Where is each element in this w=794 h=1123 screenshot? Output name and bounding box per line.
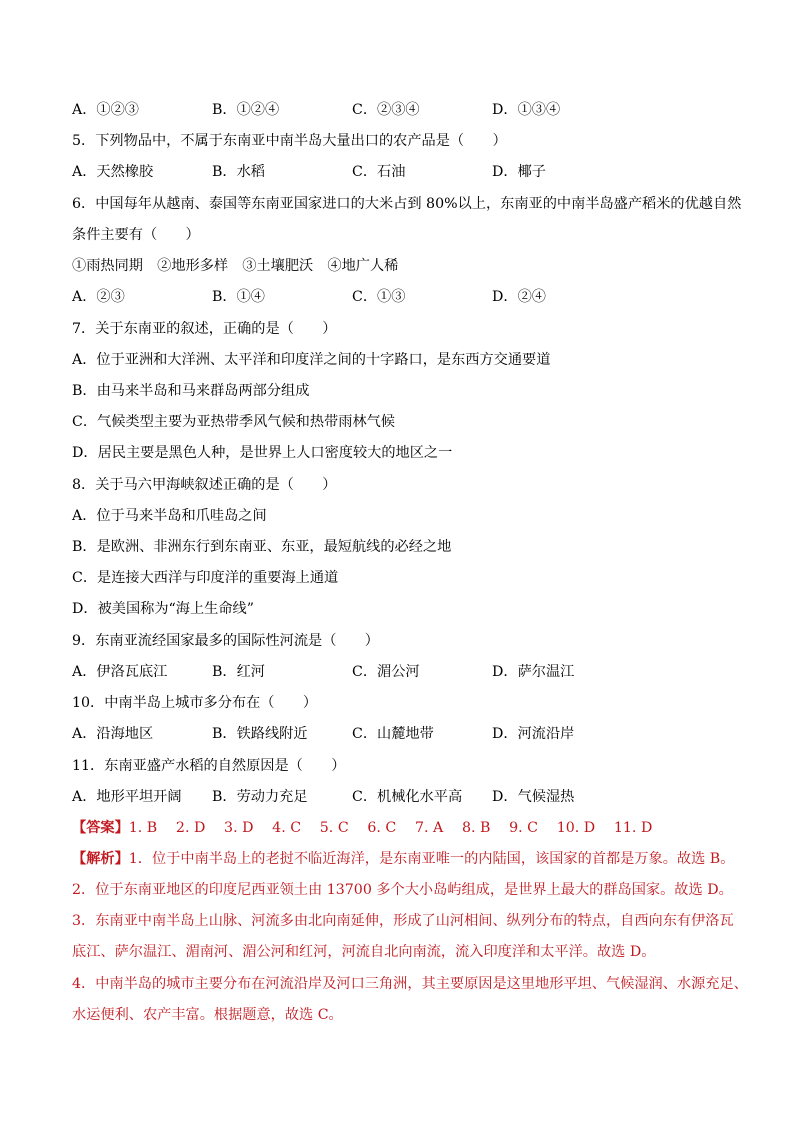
q8-option-d: D．被美国称为“海上生命线” bbox=[72, 601, 254, 617]
q7-stem: 7．关于东南亚的叙述，正确的是（ ） bbox=[72, 321, 337, 337]
q11-stem: 11．东南亚盛产水稻的自然原因是（ ） bbox=[72, 758, 346, 774]
q5-stem: 5．下列物品中，不属于东南亚中南半岛大量出口的农产品是（ ） bbox=[72, 133, 507, 149]
q4-option-b: B．①②④ bbox=[212, 102, 280, 118]
q11-option-d: D．气候湿热 bbox=[492, 789, 575, 805]
q5-option-a: A．天然橡胶 bbox=[72, 164, 154, 180]
q11-option-c: C．机械化水平高 bbox=[352, 789, 463, 805]
q10-option-b: B．铁路线附近 bbox=[212, 726, 308, 742]
analysis-text-1: 1．位于中南半岛上的老挝不临近海洋，是东南亚唯一的内陆国，该国家的首都是万象。故选 B。 bbox=[128, 851, 735, 867]
analysis-line-5: 4．中南半岛的城市主要分布在河流沿岸及河口三角洲，其主要原因是这里地形平坦、气候湿润、水源充足、 bbox=[72, 976, 748, 992]
q10-option-a: A．沿海地区 bbox=[72, 726, 154, 742]
q6-stem-line2: 条件主要有（ ） bbox=[72, 227, 200, 243]
q7-option-d: D．居民主要是黑色人种，是世界上人口密度较大的地区之一 bbox=[72, 445, 453, 461]
q6-option-c: C．①③ bbox=[352, 289, 406, 305]
q6-option-d: D．②④ bbox=[492, 289, 546, 305]
q5-option-d: D．椰子 bbox=[492, 164, 546, 180]
q9-stem: 9．东南亚流经国家最多的国际性河流是（ ） bbox=[72, 633, 379, 649]
q4-option-d: D．①③④ bbox=[492, 102, 561, 118]
q4-option-c: C．②③④ bbox=[352, 102, 420, 118]
q8-option-b: B．是欧洲、非洲东行到东南亚、东亚，最短航线的必经之地 bbox=[72, 539, 452, 555]
q5-option-b: B．水稻 bbox=[212, 164, 265, 180]
q9-option-b: B．红河 bbox=[212, 664, 265, 680]
analysis-line-1 bbox=[72, 849, 734, 869]
analysis-line-6: 水运便利、农产丰富。根据题意，故选 C。 bbox=[72, 1007, 343, 1023]
q6-option-b: B．①④ bbox=[212, 289, 265, 305]
analysis-line-3: 3．东南亚中南半岛上山脉、河流多由北向南延伸，形成了山河相间、纵列分布的特点，自西向东有伊洛瓦 bbox=[72, 913, 734, 929]
q7-option-c: C．气候类型主要为亚热带季风气候和热带雨林气候 bbox=[72, 414, 395, 430]
q9-option-d: D．萨尔温江 bbox=[492, 664, 575, 680]
q10-option-c: C．山麓地带 bbox=[352, 726, 434, 742]
q5-option-c: C．石油 bbox=[352, 164, 406, 180]
q7-option-a: A．位于亚洲和大洋洲、太平洋和印度洋之间的十字路口，是东西方交通要道 bbox=[72, 352, 551, 368]
analysis-line-4: 底江、萨尔温江、湄南河、湄公河和红河，河流自北向南流，流入印度洋和太平洋。故选 D。 bbox=[72, 944, 656, 960]
q8-option-a: A．位于马来半岛和爪哇岛之间 bbox=[72, 508, 267, 524]
q6-choices: ①雨热同期 ②地形多样 ③土壤肥沃 ④地广人稀 bbox=[72, 258, 399, 274]
answer-line bbox=[72, 818, 652, 838]
q6-stem-line1: 6．中国每年从越南、泰国等东南亚国家进口的大米占到 80%以上，东南亚的中南半岛盛产稻米的优越自然 bbox=[72, 196, 742, 212]
q9-option-c: C．湄公河 bbox=[352, 664, 420, 680]
analysis-line-2: 2．位于东南亚地区的印度尼西亚领土由 13700 多个大小岛屿组成，是世界上最大的群岛国家。故选 D。 bbox=[72, 882, 733, 898]
q4-option-a: A．①②③ bbox=[72, 102, 139, 118]
q11-option-a: A．地形平坦开阔 bbox=[72, 789, 182, 805]
analysis-label: 【解析】 bbox=[72, 851, 129, 867]
q8-stem: 8．关于马六甲海峡叙述正确的是（ ） bbox=[72, 477, 337, 493]
q9-option-a: A．伊洛瓦底江 bbox=[72, 664, 168, 680]
answer-text: 1. B 2. D 3. D 4. C 5. C 6. C 7. A 8. B 9. C 10. D 11. D bbox=[128, 820, 653, 836]
q10-stem: 10．中南半岛上城市多分布在（ ） bbox=[72, 695, 318, 711]
q11-option-b: B．劳动力充足 bbox=[212, 789, 308, 805]
q6-option-a: A．②③ bbox=[72, 289, 125, 305]
q7-option-b: B．由马来半岛和马来群岛两部分组成 bbox=[72, 383, 310, 399]
q8-option-c: C．是连接大西洋与印度洋的重要海上通道 bbox=[72, 570, 339, 586]
q10-option-d: D．河流沿岸 bbox=[492, 726, 575, 742]
answer-label: 【答案】 bbox=[72, 820, 129, 836]
